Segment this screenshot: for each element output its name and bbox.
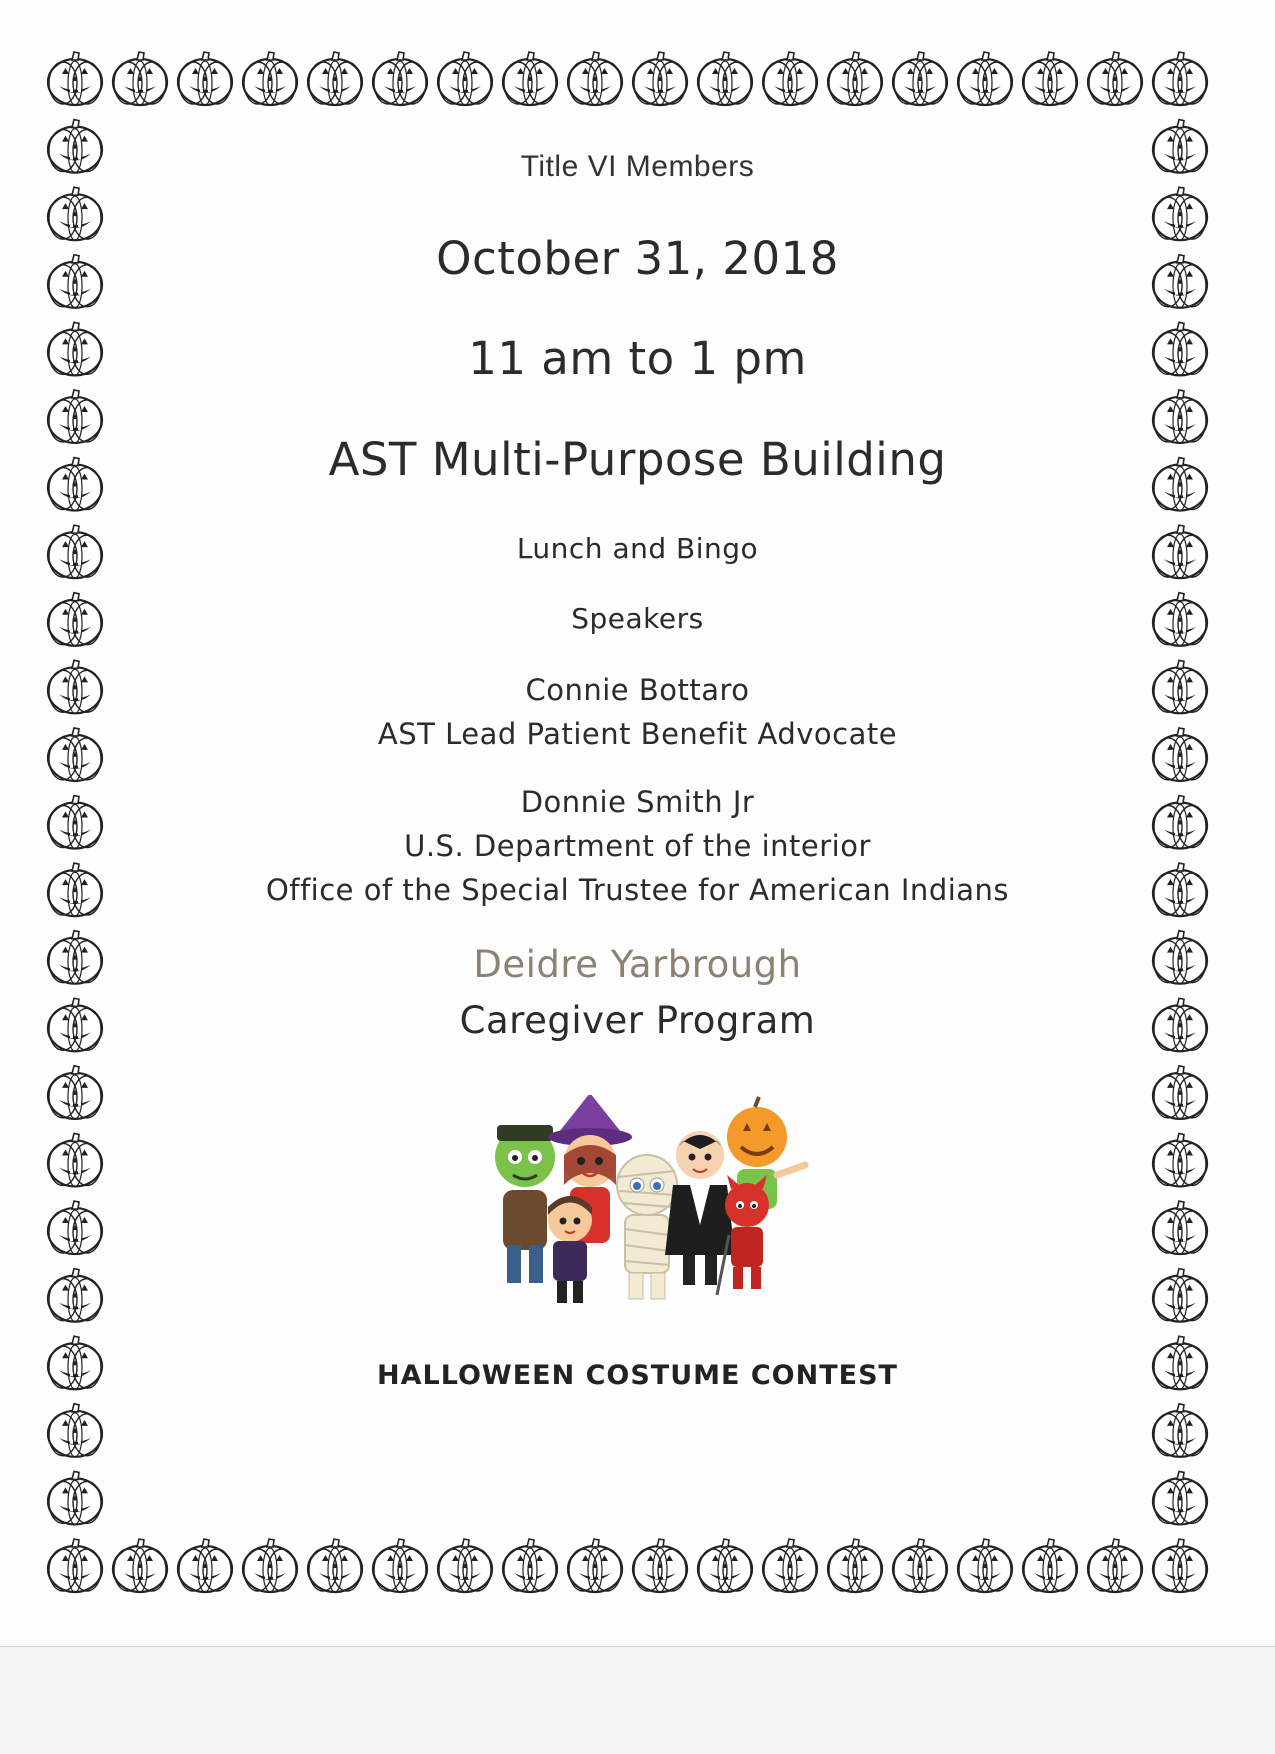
jack-o-lantern-icon (48, 660, 102, 713)
speaker-name: Deidre Yarbrough (473, 943, 802, 986)
jack-o-lantern-icon (828, 52, 882, 105)
jack-o-lantern-icon (308, 52, 362, 105)
jack-o-lantern-icon (958, 1539, 1012, 1592)
jack-o-lantern-icon (48, 998, 102, 1051)
jack-o-lantern-icon (503, 52, 557, 105)
jack-o-lantern-icon (373, 1539, 427, 1592)
jack-o-lantern-icon (48, 1539, 102, 1592)
jack-o-lantern-icon (48, 187, 102, 240)
jack-o-lantern-icon (503, 1539, 557, 1592)
jack-o-lantern-icon (958, 52, 1012, 105)
jack-o-lantern-icon (48, 1201, 102, 1254)
jack-o-lantern-icon (438, 52, 492, 105)
jack-o-lantern-icon (438, 1539, 492, 1592)
event-activity: Lunch and Bingo (516, 532, 759, 565)
jack-o-lantern-icon (48, 1336, 102, 1389)
speaker-role: Office of the Special Trustee for American Indians (265, 873, 1010, 907)
speaker-role: Caregiver Program (459, 999, 816, 1042)
jack-o-lantern-icon (48, 593, 102, 646)
jack-o-lantern-icon (893, 1539, 947, 1592)
jack-o-lantern-icon (1153, 1539, 1207, 1592)
jack-o-lantern-icon (48, 1133, 102, 1186)
jack-o-lantern-icon (763, 52, 817, 105)
jack-o-lantern-icon (698, 52, 752, 105)
jack-o-lantern-icon (308, 1539, 362, 1592)
jack-o-lantern-icon (1088, 1539, 1142, 1592)
small-kid (548, 1196, 592, 1303)
jack-o-lantern-icon (893, 52, 947, 105)
scan-bottom-edge (0, 1646, 1275, 1754)
jack-o-lantern-icon (48, 120, 102, 173)
mummy-kid (617, 1155, 677, 1299)
jack-o-lantern-icon (48, 1066, 102, 1119)
jack-o-lantern-icon (48, 525, 102, 578)
jack-o-lantern-icon (178, 1539, 232, 1592)
jack-o-lantern-icon (48, 1269, 102, 1322)
speakers-heading: Speakers (571, 602, 704, 635)
jack-o-lantern-icon (1153, 1404, 1207, 1457)
event-venue: AST Multi-Purpose Building (328, 433, 947, 486)
jack-o-lantern-icon (48, 322, 102, 375)
jack-o-lantern-icon (1153, 1066, 1207, 1119)
jack-o-lantern-icon (48, 796, 102, 849)
jack-o-lantern-icon (828, 1539, 882, 1592)
jack-o-lantern-icon (1153, 52, 1207, 105)
zombie-kid (495, 1125, 555, 1283)
jack-o-lantern-icon (48, 390, 102, 443)
costume-contest-label: HALLOWEEN COSTUME CONTEST (377, 1360, 898, 1391)
event-time: 11 am to 1 pm (468, 332, 807, 385)
jack-o-lantern-icon (1153, 1201, 1207, 1254)
jack-o-lantern-icon (48, 863, 102, 916)
speaker-role: U.S. Department of the interior (404, 829, 871, 863)
jack-o-lantern-icon (698, 1539, 752, 1592)
jack-o-lantern-icon (1023, 52, 1077, 105)
jack-o-lantern-icon (48, 255, 102, 308)
jack-o-lantern-icon (48, 1471, 102, 1524)
jack-o-lantern-icon (1088, 52, 1142, 105)
jack-o-lantern-icon (1153, 1133, 1207, 1186)
jack-o-lantern-icon (113, 52, 167, 105)
jack-o-lantern-icon (568, 52, 622, 105)
costumed-kids-illustration (485, 1095, 815, 1315)
jack-o-lantern-icon (1153, 1269, 1207, 1322)
jack-o-lantern-icon (633, 1539, 687, 1592)
jack-o-lantern-icon (243, 1539, 297, 1592)
event-date: October 31, 2018 (436, 232, 839, 285)
jack-o-lantern-icon (633, 52, 687, 105)
jack-o-lantern-icon (243, 52, 297, 105)
jack-o-lantern-icon (48, 931, 102, 984)
jack-o-lantern-icon (48, 52, 102, 105)
jack-o-lantern-icon (1023, 1539, 1077, 1592)
jack-o-lantern-icon (763, 1539, 817, 1592)
jack-o-lantern-icon (373, 52, 427, 105)
speaker-name: Donnie Smith Jr (520, 785, 755, 819)
flyer-title: Title VI Members (520, 150, 755, 183)
jack-o-lantern-icon (113, 1539, 167, 1592)
jack-o-lantern-icon (178, 52, 232, 105)
jack-o-lantern-icon (48, 1404, 102, 1457)
jack-o-lantern-icon (568, 1539, 622, 1592)
jack-o-lantern-icon (1153, 1471, 1207, 1524)
jack-o-lantern-icon (48, 728, 102, 781)
speaker-role: AST Lead Patient Benefit Advocate (377, 717, 898, 751)
jack-o-lantern-icon (48, 458, 102, 511)
speaker-name: Connie Bottaro (525, 673, 750, 707)
